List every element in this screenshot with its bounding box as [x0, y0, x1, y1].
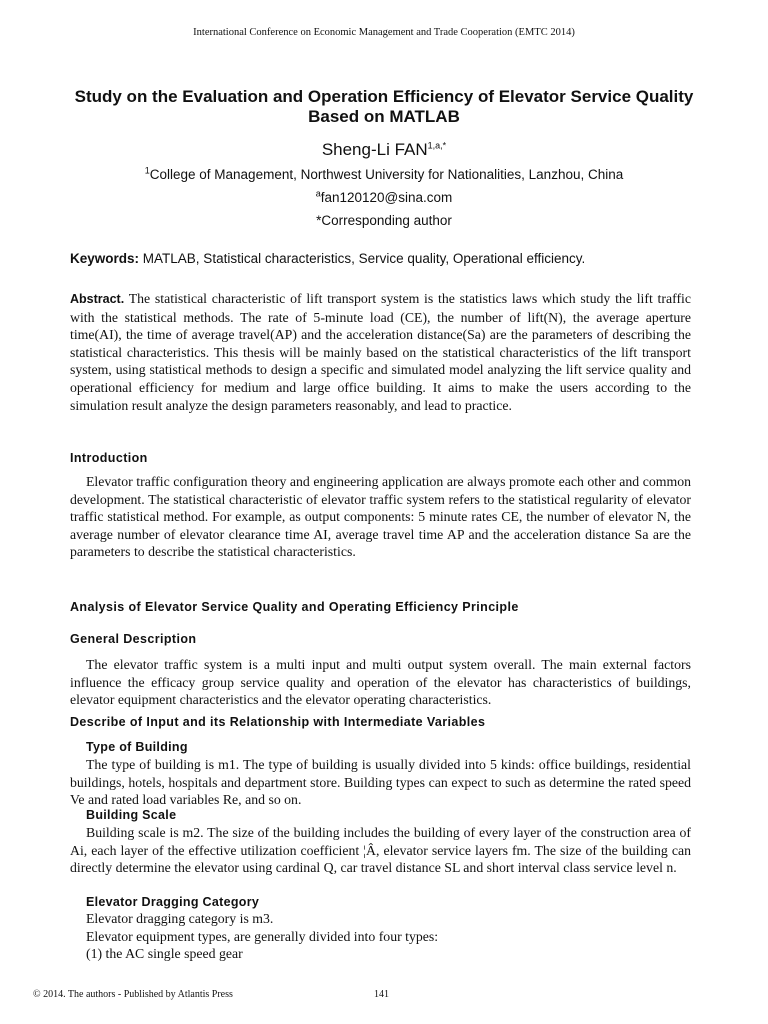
keywords [70, 251, 700, 266]
heading-analysis: Analysis of Elevator Service Quality and Operating Efficiency Principle [70, 600, 519, 614]
abstract-text: The statistical characteristic of lift transport system is the statistics laws which study the lift traffic with the statistical methods. The rate of 5-minute load (CE), the number of lift(N), the average aperture time(AI), the time of average travel(AP) and the acceleration distance(Sa) are the parameters of describing the statistical characteristics. This thesis will be mainly based on the statistical characteristics of the lift transport system, using statistical methods to design a specific and simulated model analyzing the lift service quality and operational efficiency for medium and large office building. It aims to make the users according to the simulation result analyze the design parameters reasonably, and lead to practice. [70, 291, 691, 413]
abstract [70, 290, 691, 414]
type-of-building-text: The type of building is m1. The type of building is usually divided into 5 kinds: office buildings, residential buildings, hotels, hospitals and department store. Building types can expect to such as determine the rated speed Ve and rated load variables Re, and so on. [70, 757, 691, 808]
dragging-line-3: (1) the AC single speed gear [86, 946, 243, 961]
author-superscript: 1,a,* [427, 140, 447, 151]
corresponding-author: *Corresponding author [316, 213, 452, 228]
keywords-label: Keywords: [70, 251, 140, 266]
keywords-text: MATLAB, Statistical characteristics, Service quality, Operational efficiency. [142, 251, 586, 266]
general-description-text: The elevator traffic system is a multi input and multi output system overall. The main external factors influence the efficacy group service quality and operation of the elevator has characteristics of buildings, elevator equipment characteristics and the elevator operating characteristics. [70, 657, 691, 708]
author-line [0, 140, 768, 160]
page-number: 141 [374, 989, 389, 1000]
heading-elevator-dragging: Elevator Dragging Category [86, 895, 260, 909]
author-name: Sheng-Li FAN [321, 140, 428, 159]
heading-describe-input: Describe of Input and its Relationship with Intermediate Variables [70, 715, 486, 729]
heading-introduction: Introduction [70, 451, 148, 465]
heading-type-of-building: Type of Building [86, 740, 188, 754]
affiliation-superscript: 1 [144, 165, 150, 176]
affiliation-text: College of Management, Northwest University for Nationalities, Lanzhou, China [149, 167, 624, 182]
email [0, 190, 768, 205]
conference-header: International Conference on Economic Management and Trade Cooperation (EMTC 2014) [193, 27, 575, 38]
building-scale-text: Building scale is m2. The size of the building includes the building of every layer of the construction area of Ai, each layer of the effective utilization coefficient ¦Â, elevator service layers fm. The size of the building can directly determine the elevator using cardinal Q, car travel distance SL and short interval class service level n. [70, 825, 691, 876]
introduction-text: Elevator traffic configuration theory and engineering application are always promote each other and common development. The statistical characteristic of elevator traffic system refers to the statistical regularity of elevator traffic statistical method. For example, as output components: 5 minute rates CE, the number of elevator N, the average number of elevator clearance time AI, average travel time AP and the acceleration distance Sa are the parameters to describe the statistical characteristics. [70, 474, 691, 560]
footer-copyright: © 2014. The authors - Published by Atlantis Press [33, 989, 233, 1000]
dragging-line-1: Elevator dragging category is m3. [86, 911, 274, 926]
heading-building-scale: Building Scale [86, 808, 177, 822]
dragging-line-2: Elevator equipment types, are generally divided into four types: [86, 929, 439, 944]
affiliation [0, 167, 768, 182]
paper-title: Study on the Evaluation and Operation Efficiency of Elevator Service Quality Based on MATLAB [74, 87, 694, 126]
heading-general-description: General Description [70, 632, 197, 646]
email-text: fan120120@sina.com [320, 190, 453, 205]
email-superscript: a [315, 188, 321, 199]
abstract-label: Abstract. [70, 292, 125, 306]
